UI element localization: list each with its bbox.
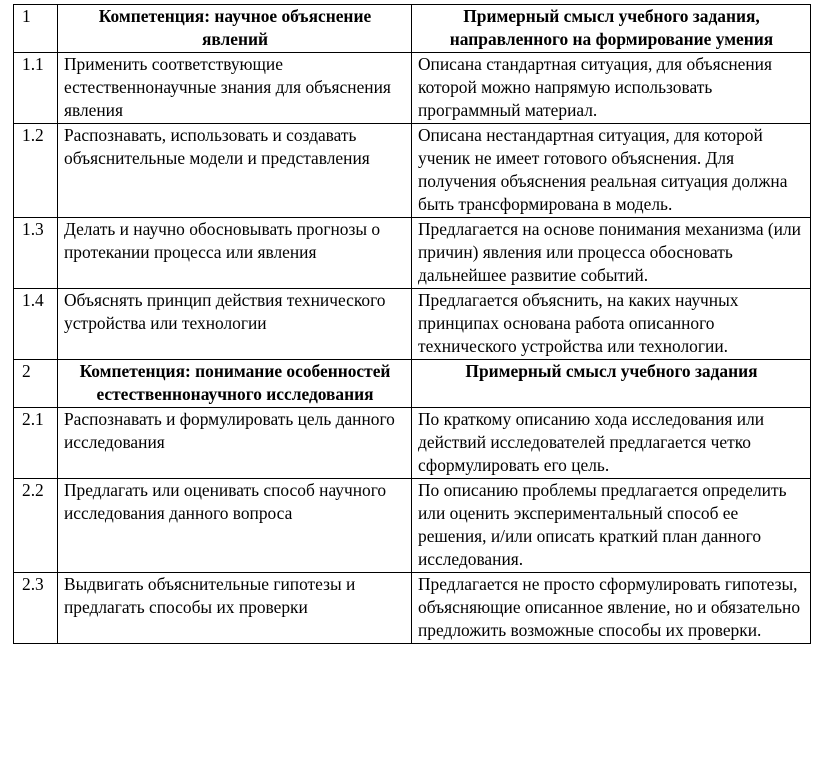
meaning-cell: Предлагается объяснить, на каких научных принципах основана работа описанного технического устройства или технологии. xyxy=(412,289,811,360)
row-number: 2.3 xyxy=(14,573,58,644)
skill-cell: Выдвигать объяснительные гипотезы и предлагать способы их проверки xyxy=(58,573,412,644)
skill-cell: Объяснять принцип действия технического устройства или технологии xyxy=(58,289,412,360)
table-row-header-2 xyxy=(14,360,811,408)
row-number: 2 xyxy=(14,360,58,408)
meaning-cell: По краткому описанию хода исследования или действий исследователей предлагается четко сформулировать его цель. xyxy=(412,408,811,479)
meaning-heading: Примерный смысл учебного задания xyxy=(412,360,811,408)
meaning-cell: По описанию проблемы предлагается определить или оценить экспериментальный способ ее решения, и/или описать краткий план данного исследования. xyxy=(412,479,811,573)
table-row xyxy=(14,53,811,124)
row-number: 1 xyxy=(14,5,58,53)
skill-cell: Распознавать и формулировать цель данного исследования xyxy=(58,408,412,479)
competency-heading: Компетенция: научное объяснение явлений xyxy=(58,5,412,53)
row-number: 1.4 xyxy=(14,289,58,360)
table-row xyxy=(14,218,811,289)
competency-heading: Компетенция: понимание особенностей естественнонаучного исследования xyxy=(58,360,412,408)
meaning-cell: Предлагается не просто сформулировать гипотезы, объясняющие описанное явление, но и обязательно предложить возможные способы их проверки. xyxy=(412,573,811,644)
meaning-cell: Описана нестандартная ситуация, для которой ученик не имеет готового объяснения. Для получения объяснения реальная ситуация должна быть трансформирована в модель. xyxy=(412,124,811,218)
meaning-cell: Предлагается на основе понимания механизма (или причин) явления или процесса обосновать дальнейшее развитие событий. xyxy=(412,218,811,289)
table-row xyxy=(14,124,811,218)
skill-cell: Предлагать или оценивать способ научного исследования данного вопроса xyxy=(58,479,412,573)
row-number: 2.1 xyxy=(14,408,58,479)
skill-cell: Делать и научно обосновывать прогнозы о протекании процесса или явления xyxy=(58,218,412,289)
table-row xyxy=(14,289,811,360)
table-row xyxy=(14,479,811,573)
meaning-cell: Описана стандартная ситуация, для объяснения которой можно напрямую использовать программный материал. xyxy=(412,53,811,124)
table-row-header-1 xyxy=(14,5,811,53)
row-number: 2.2 xyxy=(14,479,58,573)
row-number: 1.3 xyxy=(14,218,58,289)
meaning-heading: Примерный смысл учебного задания, направленного на формирование умения xyxy=(412,5,811,53)
table-row xyxy=(14,408,811,479)
row-number: 1.1 xyxy=(14,53,58,124)
table-row xyxy=(14,573,811,644)
skill-cell: Применить соответствующие естественнонаучные знания для объяснения явления xyxy=(58,53,412,124)
row-number: 1.2 xyxy=(14,124,58,218)
competency-table xyxy=(13,4,811,644)
skill-cell: Распознавать, использовать и создавать объяснительные модели и представления xyxy=(58,124,412,218)
